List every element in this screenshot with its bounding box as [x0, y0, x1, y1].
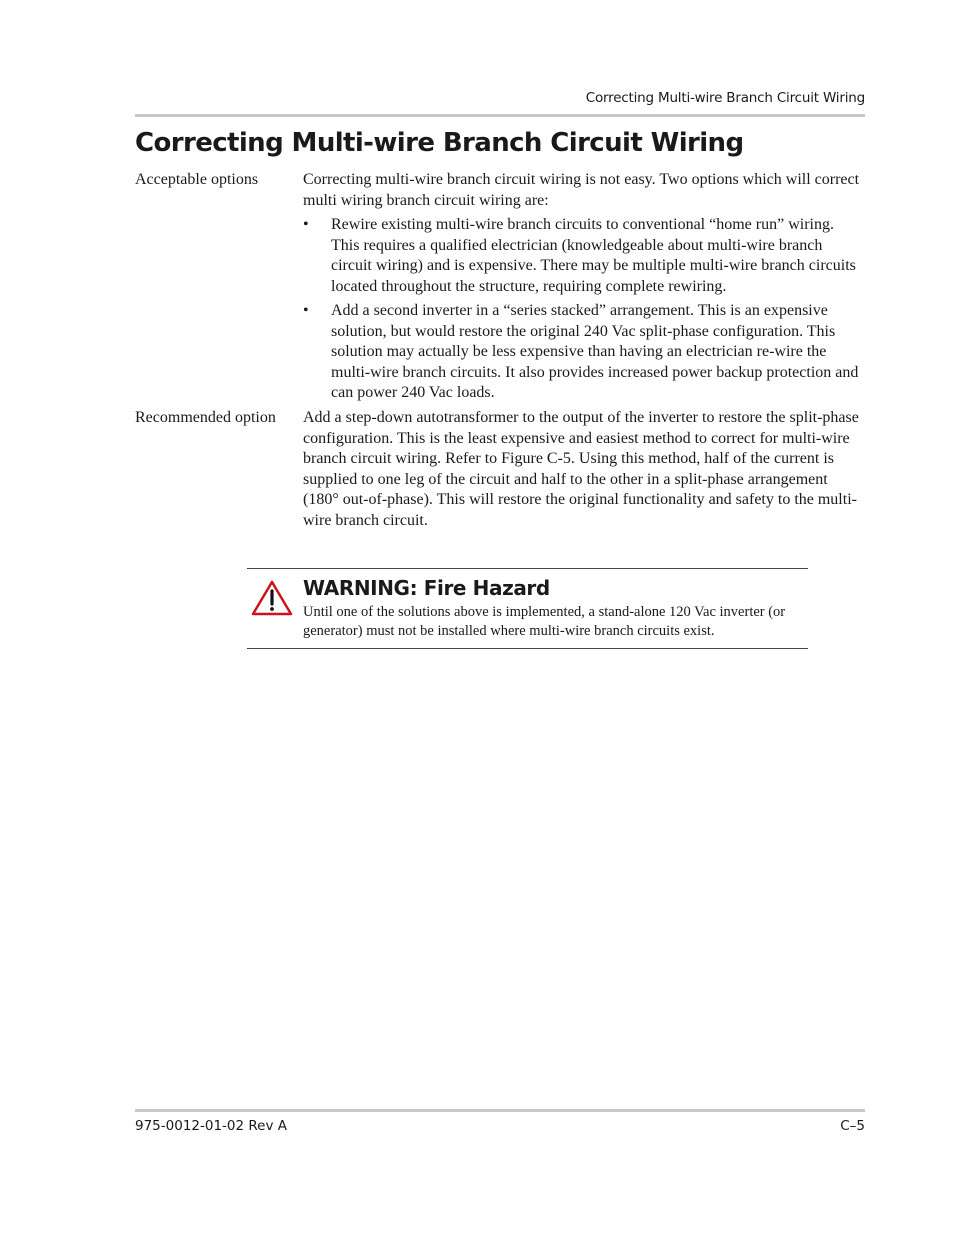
header-divider	[135, 114, 865, 117]
section-body	[303, 170, 865, 404]
options-list	[303, 215, 865, 404]
list-item	[303, 301, 865, 404]
document-number: 975-0012-01-02 Rev A	[135, 1118, 287, 1134]
list-item-text: Add a second inverter in a “series stacked” arrangement. This is an expensive solution, but would restore the original 240 Vac split-phase configuration. This solution may actually be less expensive than having an electrician re-wire the multi-wire branch circuits. It also provides increased power backup protection and can power 240 Vac loads.	[331, 302, 859, 401]
warning-title: WARNING: Fire Hazard	[303, 576, 550, 600]
section-label: Acceptable options	[135, 171, 259, 188]
intro-paragraph: Correcting multi-wire branch circuit wiring is not easy. Two options which will correct multi wiring branch circuit wiring are:	[303, 171, 860, 209]
running-header: Correcting Multi-wire Branch Circuit Wiring	[585, 90, 865, 106]
section-body	[303, 408, 865, 531]
warning-text: Until one of the solutions above is implemented, a stand-alone 120 Vac inverter (or generator) must not be installed where multi-wire branch circuits exist.	[303, 604, 786, 639]
page-number: C–5	[840, 1118, 865, 1134]
list-item-text: Rewire existing multi-wire branch circuits to conventional “home run” wiring. This requires a qualified electrician (knowledgeable about multi-wire branch circuit wiring) and is expensive. There may be multiple multi-wire branch circuits located throughout the structure, requiring complete rewiring.	[331, 216, 856, 295]
list-item	[303, 215, 865, 297]
footer-divider	[135, 1109, 865, 1112]
warning-triangle-icon	[251, 580, 293, 616]
recommended-paragraph: Add a step-down autotransformer to the output of the inverter to restore the split-phase configuration. This is the least expensive and easiest method to correct for multi-wire branch circuit wiring. Refer to Figure C-5. Using this method, half of the current is supplied to one leg of the circuit and half to the other in a split-phase arrangement (180° out-of-phase). This will restore the original functionality and safety to the multi-wire branch circuit.	[303, 409, 859, 529]
page-title: Correcting Multi-wire Branch Circuit Wiring	[135, 128, 744, 158]
bullet-icon: •	[303, 216, 309, 233]
bullet-icon: •	[303, 302, 309, 319]
warning-box	[247, 568, 808, 649]
section-label: Recommended option	[135, 409, 276, 426]
